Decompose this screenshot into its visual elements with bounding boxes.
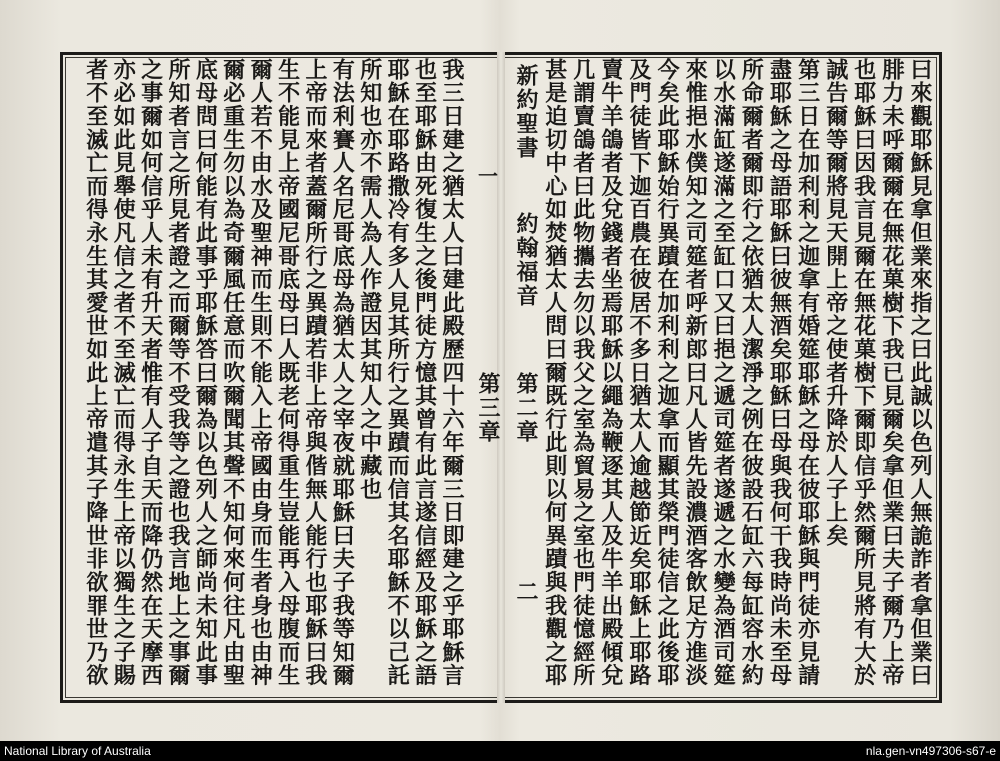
right-page-text-column: 曰來觀耶穌見拿但業來指之曰此誠以色列人無詭詐者拿但業曰 — [907, 58, 933, 688]
right-page-chapter: 第二章 — [513, 372, 539, 444]
right-page-text-column: 今矣此耶穌始行異蹟在加利利之迦拿而顯其榮門徒信之此後耶 — [654, 58, 681, 688]
right-page-text-column: 盡耶穌之母語耶穌曰彼無酒矣耶穌曰母與我何干我時尚未至母 — [766, 58, 793, 688]
right-page-text-column: 几謂賣鴿者曰此物攜去勿以我父之室為貿易之室也門徒憶經所 — [569, 58, 596, 688]
footer-bar — [0, 741, 1000, 761]
right-page-text-column: 賣牛羊鴿者及兌錢者坐焉耶穌以繩為鞭逐其人及牛羊出殿傾兌 — [597, 58, 624, 688]
left-page-text-column: 亦必如此見舉使凡信之者不至滅亡而得永生上帝以獨生之子賜 — [110, 58, 137, 688]
left-page-text-column: 也至耶穌由死復生之後門徒方憶其曾有此言遂信經及耶穌之語 — [411, 58, 438, 688]
left-page-text-column: 上帝而來者蓋爾所行之異蹟若非上帝與偕無人能行也耶穌曰我 — [302, 58, 328, 688]
right-page-text-column: 及門徒皆下迦百農在彼居不多日猶太人逾越節近矣耶穌上耶路 — [626, 58, 652, 688]
left-page-text-column: 有法利賽人名尼哥底母為猶太人之宰夜就耶穌曰夫子我等知爾 — [329, 58, 356, 688]
left-page-text-column: 爾人若不由水及聖神而生則不能入上帝國由身而生者身也由神 — [247, 58, 274, 688]
right-page-title: 新約聖書 — [513, 64, 539, 160]
right-page-text-column: 也耶穌曰因我言見爾在無花菓樹下爾即信乎然爾所見將有大於 — [850, 58, 877, 688]
right-page-text-column: 第三日在加利利之迦拿有婚筵耶穌之母在彼耶穌與門徒亦見請 — [794, 58, 821, 688]
right-page-text-column: 腓力未呼爾爾在無花菓樹下我已見爾矣拿但業曰夫子爾乃上帝 — [878, 58, 905, 688]
left-page-text-column: 我三日建之猶太人曰建此殿歷四十六年爾三日即建之乎耶穌言 — [439, 58, 465, 688]
left-page-top-marker: 一 — [478, 164, 498, 188]
right-page-text-column: 誠告爾等爾將見天開上帝之使者升降於人子上矣 — [822, 58, 849, 548]
left-page-text-column: 所知者言之所見者證之而爾等不受我等之證也我言地上之事爾 — [165, 58, 191, 688]
footer-identifier: nla.gen-vn497306-s67-e — [865, 744, 996, 758]
right-page-number: 二 — [513, 580, 539, 604]
left-page-text-column: 底母問曰何能有此事乎耶穌答曰爾為以色列人之師尚未知此事 — [192, 58, 219, 688]
right-page-book: 約翰福音 — [513, 212, 539, 308]
right-page-text-column: 來惟挹水僕知之司筵者呼新郎曰凡人皆先設濃酒客飲足方進淡 — [682, 58, 709, 688]
left-page-text-column: 生不能見上帝國尼哥底母曰人既老何得重生豈能再入母腹而生 — [274, 58, 301, 688]
left-page-text-column: 之事爾如何信乎人未有升天者惟有人子自天而降仍然在天摩西 — [137, 58, 164, 688]
right-page-text-column: 所命爾者爾即行之依猶太人潔淨之例在彼設石缸六每缸容水約 — [738, 58, 765, 688]
left-page-text-column: 者不至滅亡而得永生其愛世如此上帝遣其子降世非欲罪世乃欲 — [82, 58, 109, 688]
right-page-text-column: 甚是迫切中心如焚猶太人問曰爾既行此則以何異蹟與我觀之耶 — [541, 58, 568, 688]
left-page-text-column: 所知也亦不需人為人作證因其知人之中藏也 — [356, 58, 383, 501]
left-page-text-column: 耶穌在耶路撒冷有多人見其所行之異蹟而信其名耶穌不以己託 — [384, 58, 411, 688]
footer-source: National Library of Australia — [4, 744, 151, 758]
right-page-text-column: 以水滿缸遂滿之至缸口又曰挹之遞司筵者遂遞之水變為酒司筵 — [710, 58, 737, 688]
left-page-text-column: 爾必重生勿以為奇爾風任意而吹爾聞其聲不知何來何往凡由聖 — [219, 58, 246, 688]
left-page-chapter: 第三章 — [475, 372, 501, 444]
